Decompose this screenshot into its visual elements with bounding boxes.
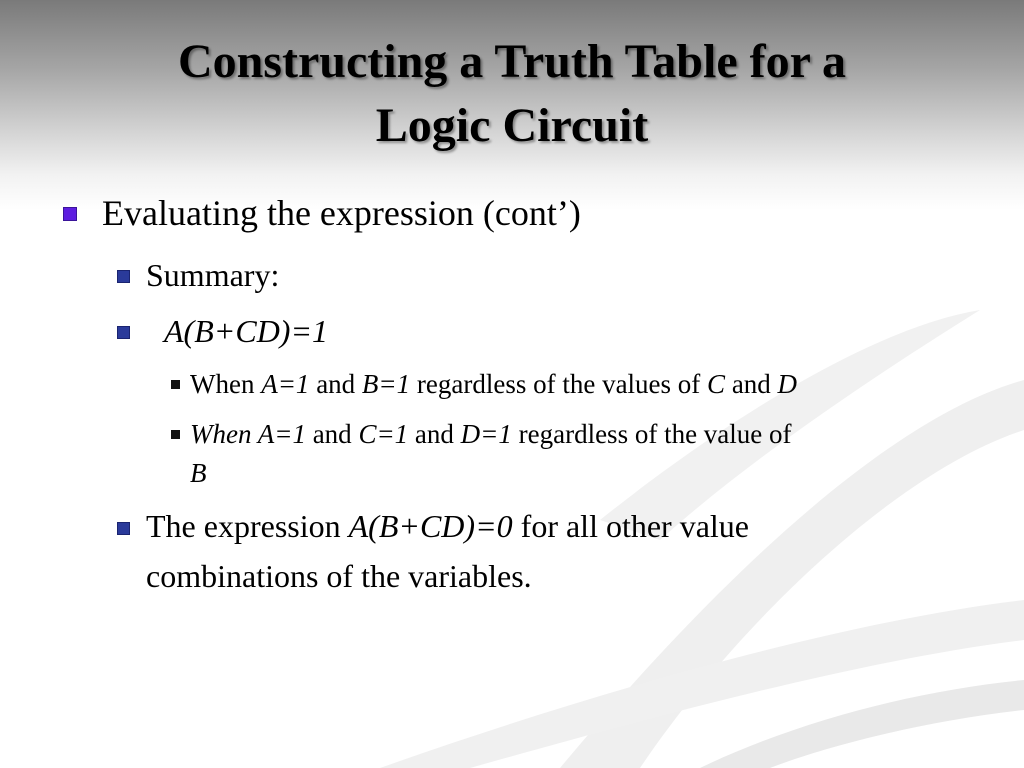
bullet-evaluating: [102, 190, 581, 236]
case1-text-and-2: and: [725, 369, 778, 399]
expression-true: A(B+CD)=1: [164, 313, 329, 349]
case2-text-regardless: regardless of the value of: [511, 419, 792, 449]
case2-var-d: D=1: [460, 419, 512, 449]
case2-var-a: When A=1: [190, 419, 306, 449]
bullet-square-icon: [117, 270, 130, 283]
bullet-square-icon: [63, 207, 77, 221]
bullet-square-icon: [171, 380, 180, 389]
case2-text-and-2: and: [408, 419, 461, 449]
bullet-case-1: [190, 367, 797, 401]
title-line-2: Logic Circuit: [375, 99, 649, 152]
other-text-line-2: combinations of the variables.: [146, 558, 532, 594]
case2-var-c: C=1: [358, 419, 409, 449]
title-line-1: Constructing a Truth Table for a: [177, 35, 847, 88]
expression-false: A(B+CD)=0: [348, 508, 513, 544]
case1-text-regardless: regardless of the values of: [410, 369, 708, 399]
case1-var-a: A=1: [261, 369, 310, 399]
bullet-expression-true: [164, 311, 328, 351]
bullet-square-icon: [117, 326, 130, 339]
bullet-case-2-continued: [190, 456, 207, 490]
other-text-expression: The expression: [146, 508, 349, 544]
other-text-for-all: for all other value: [512, 508, 749, 544]
bullet-other-combinations-continued: [146, 556, 532, 596]
bullet-square-icon: [117, 522, 130, 535]
case2-var-b: B: [190, 458, 207, 488]
bullet-evaluating-text: Evaluating the expression (cont’): [102, 193, 581, 233]
case1-text-when: When: [190, 369, 262, 399]
case1-var-c: C: [707, 369, 726, 399]
case1-text-and: and: [309, 369, 362, 399]
case2-text-and: and: [305, 419, 359, 449]
summary-label: Summary:: [146, 257, 280, 293]
bullet-square-icon: [171, 430, 180, 439]
case1-var-b: B=1: [361, 369, 411, 399]
bullet-other-combinations: [146, 506, 749, 546]
bullet-case-2: [190, 417, 792, 451]
case1-var-d: D: [777, 369, 798, 399]
bullet-summary: [146, 255, 279, 295]
slide-title: [60, 30, 964, 158]
